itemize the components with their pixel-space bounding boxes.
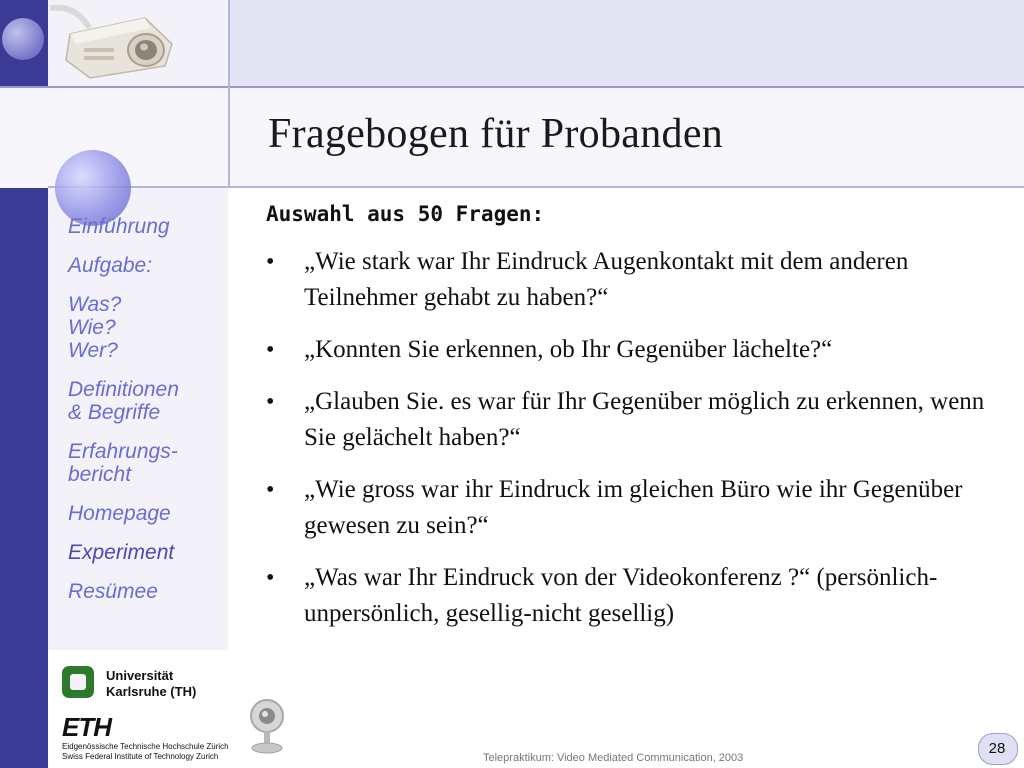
list-item <box>266 332 996 368</box>
nav-item-experiment[interactable]: Experiment <box>68 541 175 564</box>
page-number: 28 <box>988 740 1006 757</box>
list-item <box>266 244 996 316</box>
list-item <box>266 472 996 544</box>
university-logo-icon <box>62 666 94 698</box>
bullet-icon: • <box>266 249 275 275</box>
slide-title: Fragebogen für Probanden <box>268 111 724 157</box>
bullet-text: „Konnten Sie erkennen, ob Ihr Gegenüber lächelte?“ <box>304 336 833 363</box>
list-item <box>266 560 996 632</box>
projector-icon <box>50 4 175 82</box>
decorative-circle-small <box>2 18 44 60</box>
sidebar-divider <box>228 0 230 186</box>
bullet-icon: • <box>266 389 275 415</box>
list-item <box>266 384 996 456</box>
nav-item-erfahrungsbericht[interactable]: Erfahrungs- bericht <box>68 440 178 486</box>
eth-subtitle: Eidgenössische Technische Hochschule Zürich Swiss Federal Institute of Technology Zurich <box>62 742 229 761</box>
bullet-text: „Was war Ihr Eindruck von der Videokonferenz ?“ (persönlich-unpersönlich, gesellig-nicht gesellig) <box>304 564 938 627</box>
bullet-icon: • <box>266 565 275 591</box>
header-band <box>228 0 1024 86</box>
nav-item-was-wie-wer[interactable]: Was? Wie? Wer? <box>68 293 122 362</box>
bullet-text: „Wie stark war Ihr Eindruck Augenkontakt mit dem anderen Teilnehmer gehabt zu haben?“ <box>304 248 909 311</box>
nav-item-einfuehrung[interactable]: Einführung <box>68 215 170 238</box>
title-divider <box>48 186 1024 188</box>
slide-content <box>266 202 996 648</box>
bullet-text: „Glauben Sie. es war für Ihr Gegenüber möglich zu erkennen, wenn Sie gelächelt haben?“ <box>304 388 985 451</box>
webcam-icon <box>244 696 290 756</box>
nav-item-aufgabe[interactable]: Aufgabe: <box>68 254 153 277</box>
sidebar-nav <box>68 215 228 619</box>
bullet-icon: • <box>266 337 275 363</box>
eth-logo: ETH <box>62 712 111 742</box>
bullet-icon: • <box>266 477 275 503</box>
nav-item-homepage[interactable]: Homepage <box>68 502 171 525</box>
bullet-text: „Wie gross war ihr Eindruck im gleichen Büro wie ihr Gegenüber gewesen zu sein?“ <box>304 476 963 539</box>
nav-item-resuemee[interactable]: Resümee <box>68 580 158 603</box>
content-heading: Auswahl aus 50 Fragen: <box>266 202 545 226</box>
footer-text: Telepraktikum: Video Mediated Communication, 2003 <box>483 752 744 764</box>
nav-item-definitionen[interactable]: Definitionen & Begriffe <box>68 378 179 424</box>
university-name: Universität Karlsruhe (TH) <box>106 668 197 699</box>
